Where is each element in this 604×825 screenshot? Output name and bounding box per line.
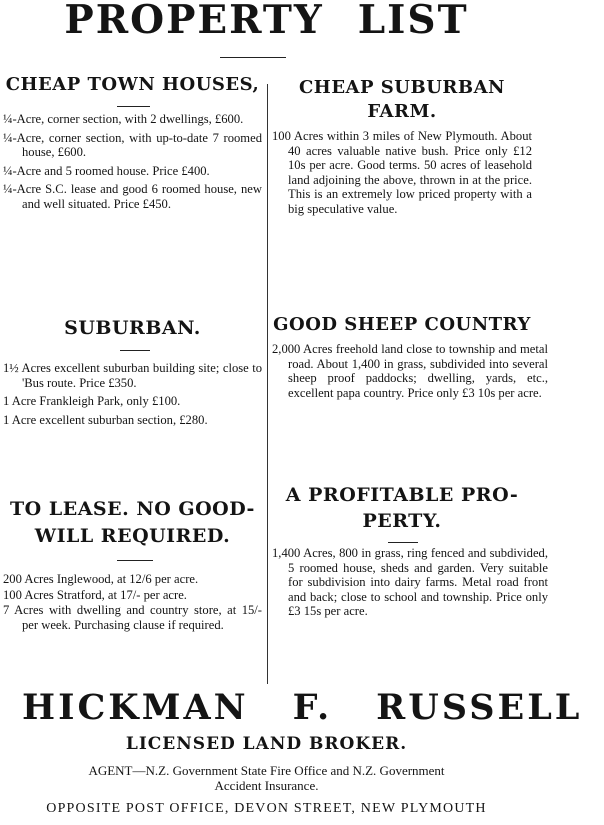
sheep-description: 2,000 Acres freehold land close to township and metal road. About 1,400 in grass, subdivided into several sheep proof paddocks; dwelling, yards, etc., excellent papa country. Price only £3 10s per acre.	[272, 342, 548, 400]
town-houses-rule	[117, 106, 150, 107]
right-column	[272, 76, 548, 619]
agent-name-first: HICKMAN	[22, 687, 249, 728]
profitable-rule	[388, 542, 418, 543]
title-rule	[220, 57, 286, 58]
profitable-description: 1,400 Acres, 800 in grass, ring fenced and subdivided, 5 roomed house, sheds and garden. Very suitable for subdivision into dairy farms. Metal road front and back; close to school and township. Price only £3 15s per acre.	[272, 546, 548, 619]
lease-list	[3, 572, 262, 636]
town-houses-heading: CHEAP TOWN HOUSES,	[5, 74, 260, 95]
list-item: 1 Acre Frankleigh Park, only £100.	[3, 394, 181, 409]
list-item: 200 Acres Inglewood, at 12/6 per acre.	[3, 572, 199, 586]
list-item: 1½ Acres excellent suburban building site; close to 'Bus route. Price £350.	[3, 361, 262, 390]
suburban-list	[3, 361, 262, 431]
suburban-heading: SUBURBAN.	[64, 317, 201, 339]
list-item: 100 Acres Stratford, at 17/- per acre.	[3, 587, 187, 602]
agent-role: LICENSED LAND BROKER.	[125, 734, 408, 754]
column-divider	[267, 84, 268, 684]
lease-rule	[117, 560, 153, 561]
agent-address: OPPOSITE POST OFFICE, DEVON STREET, NEW PLYMOUTH	[46, 801, 487, 816]
agent-line-1: AGENT—N.Z. Government State Fire Office and N.Z. Government	[88, 763, 445, 778]
farm-heading-line1: CHEAP SUBURBAN	[298, 77, 506, 98]
farm-description: 100 Acres within 3 miles of New Plymouth. About 40 acres valuable native bush. Price only £12 10s per acre. Good terms. 50 acres of leasehold land adjoining the above, thrown in at the price. This is an extremely low priced property with a big speculative value.	[272, 129, 532, 216]
title-word-list: LIST	[357, 0, 469, 43]
profitable-heading-line2: PERTY.	[362, 510, 442, 532]
list-item: ¼-Acre, corner section, with up-to-date 7 roomed house, £600.	[3, 130, 262, 160]
farm-heading-line2: FARM.	[367, 101, 437, 122]
list-item: 1 Acre excellent suburban section, £280.	[3, 412, 208, 427]
title-word-property: PROPERTY	[64, 0, 324, 43]
list-item: ¼-Acre and 5 roomed house. Price £400.	[3, 163, 210, 178]
agent-name-last: RUSSELL	[376, 687, 583, 728]
suburban-rule	[120, 350, 150, 351]
agent-name	[0, 687, 583, 728]
agent-name-initial: F.	[292, 687, 333, 728]
list-item: ¼-Acre, corner section, with 2 dwellings, £600.	[3, 112, 244, 126]
agent-line-2: Accident Insurance.	[214, 778, 319, 793]
sheep-heading: GOOD SHEEP COUNTRY	[273, 314, 531, 335]
town-houses-list	[3, 112, 262, 216]
page-title	[0, 0, 533, 43]
lease-heading-line1: TO LEASE. NO GOOD-	[10, 498, 255, 520]
left-column	[3, 72, 262, 632]
list-item: ¼-Acre S.C. lease and good 6 roomed house, new and well situated. Price £450.	[3, 182, 262, 211]
lease-heading-line2: WILL REQUIRED.	[34, 525, 231, 547]
list-item: 7 Acres with dwelling and country store, at 15/- per week. Purchasing clause if required.	[3, 603, 262, 632]
profitable-heading-line1: A PROFITABLE PRO-	[285, 484, 519, 506]
